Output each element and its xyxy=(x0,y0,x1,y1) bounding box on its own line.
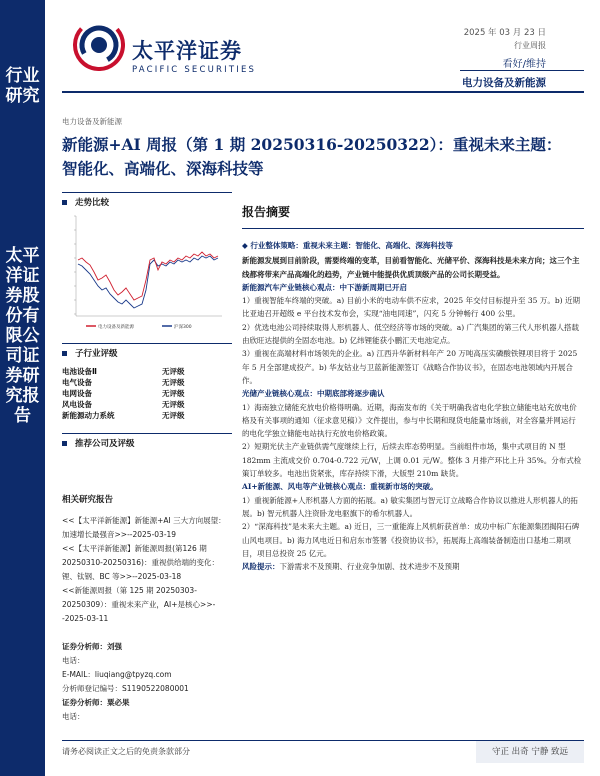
report-date: 2025 年 03 月 23 日 xyxy=(463,28,546,38)
footer-disclaimer: 请务必阅读正文之后的免责条款部分 xyxy=(62,747,190,756)
analyst2-name: 证券分析师：粟必果 xyxy=(62,698,130,707)
ev-point-1: 1）重视智能车终端的突破。a) 目前小米的电动车供不应求，2025 年交付目标提升至 35 万。b) 近期比亚迪召开超级 e 平台技术发布会，实现“油电同速”，闪充 5 分钟畅行 400 公里。 xyxy=(242,296,580,319)
sidebar-category: 行业研究 xyxy=(5,66,40,106)
summary-heading: 报告摘要 xyxy=(242,205,291,219)
header-divider xyxy=(460,70,584,71)
report-type: 行业周报 xyxy=(514,41,546,50)
rating-title-text: 子行业评级 xyxy=(75,349,118,359)
trend-title xyxy=(62,196,109,208)
strategy-desc: 新能源发展到目前阶段，需要终端的变革，目前看智能化、光储平价、深海科技是未来方向；这三个主线都将带来产品高端化的趋势，产业链中能提供优质顶级产品的公司长期受益。 xyxy=(242,256,580,279)
trend-title-text: 走势比较 xyxy=(75,198,110,208)
rating-row xyxy=(62,366,202,377)
rating-value: 无评级 xyxy=(162,378,185,387)
company-logo-icon xyxy=(73,19,125,71)
breadcrumb: 电力设备及新能源 xyxy=(62,117,122,126)
rating-row xyxy=(62,377,202,388)
pv-subheading: 光储产业链核心观点：中期底部将逐步确认 xyxy=(242,389,385,399)
rating-title xyxy=(62,347,118,359)
ev-point-2: 2）优选电池公司持续取得人形机器人、低空经济等市场的突破。a) 广汽集团的第三代人形机器人搭载由欣旺达提供的全固态电池。b) 亿纬锂能获小鹏汇天电池定点。 xyxy=(242,322,580,346)
rating-row xyxy=(62,410,202,421)
ai-point-2: 2）“深海科技”是未来大主题。a) 近日，三一重能海上风机斩获首单：成功中标广东能源集团揭阳石碑山风电项目。b) 海力风电近日和启东市签署《投资协议书》，拓展海上高端装备制造出口基地二期项目，项目总投资 25 亿元。 xyxy=(242,522,580,558)
pv-point-1: 1）海南独立储能充放电价格得明确。近期，海南发布的《关于明确我省电化学独立储能电站充放电价格及有关事项的通知（征求意见稿）》文件提出，参与中长期和现货电能量市场前，对全容量并网运行的电化学独立储能电站执行充放电价格政策。 xyxy=(242,402,577,439)
footer-motto: 守正 出奇 宁静 致远 xyxy=(476,741,584,763)
analyst-email: E-MAIL：liuqiang@tpyzq.com xyxy=(62,670,172,679)
industry-rating: 看好/维持 xyxy=(502,59,546,70)
page-title: 新能源+AI 周报（第 1 期 20250316-20250322）：重视未来主题：智能化、高端化、深海科技等 xyxy=(62,135,562,178)
rating-industry: 电网设备 xyxy=(62,389,92,398)
ai-point-1: 1）重视新能源+人形机器人方面的拓展。a) 敏实集团与智元订立战略合作协议以推进人形机器人的拓展。b) 智元机器人注资卧龙电驱旗下的希尔机器人。 xyxy=(242,495,578,518)
trend-chart xyxy=(62,210,232,340)
square-bullet-icon xyxy=(62,200,67,205)
risk-text: 下游需求不及预期、行业竞争加剧、技术进步不及预期 xyxy=(279,562,460,572)
rating-row xyxy=(62,388,202,399)
pv-point-2: 2）短期光伏主产业链供需气度继续上行，后续去库态势明显。当前组件市场，集中式项目的 N 型 182mm 主流成交价 0.704-0.722 元/W，上调 0.01 元/W。整体 3 月排产环比上升 35%。分布式检策订单较多。电池出货紧张，库存持续下滑，大版型 210m 缺货。 xyxy=(242,442,582,479)
square-bullet-icon xyxy=(62,441,67,446)
risk-line xyxy=(242,560,582,573)
legend-label-hs300: 沪深300 xyxy=(174,325,192,330)
rating-industry: 新能源动力系统 xyxy=(62,411,115,420)
related-reports: <<【太平洋新能源】新能源+AI 三大方向展望：加速增长最强音>>--2025-03-19 <<【太平洋新能源】新能源周报(第126 期 20250310-20250316)：重视供给端的变化：锂、钛钢、BC 等>>--2025-03-18 <<新能源周报（第 125 期 20250303-20250309）：重视未来产业，AI+是核心>>--2025-03-11 xyxy=(62,516,226,623)
analyst-name: 证券分析师：刘强 xyxy=(62,642,122,651)
y-axis xyxy=(74,216,76,314)
rating-value: 无评级 xyxy=(162,411,185,420)
logo-chinese: 太平洋证券 xyxy=(132,39,242,63)
rating-value: 无评级 xyxy=(162,400,185,409)
rating-value: 无评级 xyxy=(162,367,185,376)
summary-body xyxy=(242,239,582,573)
sub-industry-rating-table xyxy=(62,366,202,421)
ev-point-3: 3）重视在高端材料市场领先的企业。a) 江西升华新材料年产 20 万吨高压实磷酸铁锂项目将于 2025 年 5 月全部建成投产。b) 华友钴业与卫蓝新能源签订《战略合作协议书》，在固态电池领域内开展合作。 xyxy=(242,349,578,385)
sidebar-company: 太平洋证券股份有限公司证券研究报告 xyxy=(5,246,40,426)
rating-top-rule xyxy=(62,343,232,344)
rating-industry: 风电设备 xyxy=(62,400,92,409)
stock-title xyxy=(62,437,135,449)
stock-title-text: 推荐公司及评级 xyxy=(75,439,135,449)
stock-top-rule xyxy=(62,433,232,434)
left-top-rule xyxy=(62,192,232,193)
risk-label: 风险提示： xyxy=(242,562,280,572)
ev-subheading: 新能源汽车产业链核心观点：中下游新周期已开启 xyxy=(242,282,407,292)
logo-english: PACIFIC SECURITIES xyxy=(132,65,257,75)
analyst-block xyxy=(62,640,232,724)
summary-rule xyxy=(242,228,584,229)
rating-industry: 电池设备Ⅱ xyxy=(62,367,97,376)
analyst-phone: 电话： xyxy=(62,656,85,665)
rating-row xyxy=(62,399,202,410)
series-line-hs300 xyxy=(78,256,218,308)
related-title: 相关研究报告 xyxy=(62,495,114,505)
sector-name: 电力设备及新能源 xyxy=(462,77,546,89)
legend-label-sector: 电力设备及新能源 xyxy=(98,325,134,330)
ai-subheading: AI+新能源、风电等产业链核心观点：重视新市场的突破。 xyxy=(242,482,438,492)
header-rule xyxy=(62,91,584,93)
rating-industry: 电气设备 xyxy=(62,378,92,387)
square-bullet-icon xyxy=(62,351,67,356)
strategy-line: ◆ 行业整体策略：重视未来主题：智能化、高端化、深海科技等 xyxy=(242,241,453,250)
rating-value: 无评级 xyxy=(162,389,185,398)
analyst2-phone: 电话： xyxy=(62,712,85,721)
analyst-cert: 分析师登记编号：S1190522080001 xyxy=(62,684,189,693)
